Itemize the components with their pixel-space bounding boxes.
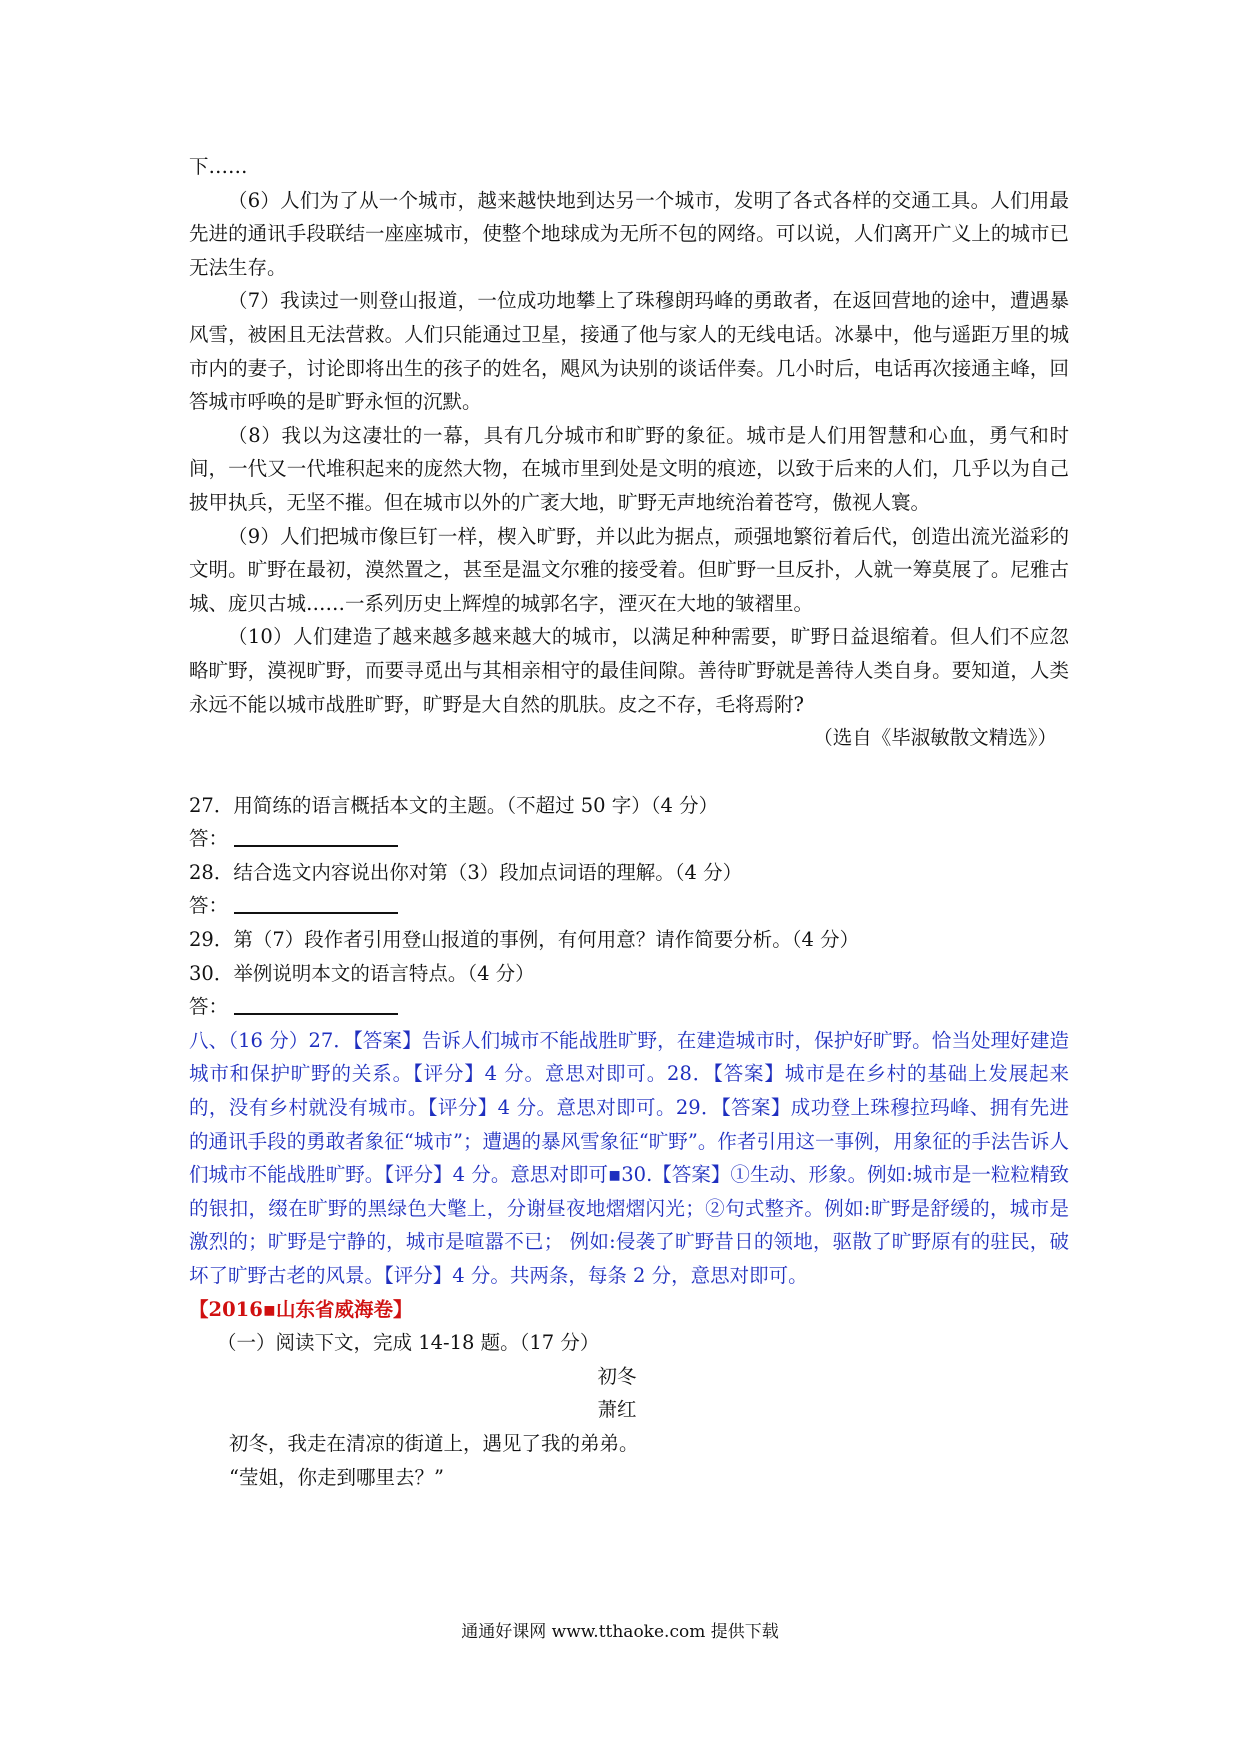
paragraph-9: （9）人们把城市像巨钉一样，楔入旷野，并以此为据点，顽强地繁衍着后代，创造出流光溢彩的文明。旷野在最初，漠然置之，甚至是温文尔雅的接受着。但旷野一旦反扑，人就一筹莫展了。尼雅古城、庞贝古城……一系列历史上辉煌的城郭名字，湮灭在大地的皱褶里。 [189,524,1069,615]
answer-key: 八、（16 分）27．【答案】告诉人们城市不能战胜旷野，在建造城市时，保护好旷野。恰当处理好建造城市和保护旷野的关系。【评分】4 分。意思对即可。28．【答案】城市是在乡村的基础上发展起来的，没有乡村就没有城市。【评分】4 分。意思对即可。29．【答案】成功登上珠穆拉玛峰、拥有先进的通讯手段的勇敢者象征“城市”；遭遇的暴风雪象征“旷野”。作者引用这一事例，用象征的手法告诉人们城市不能战胜旷野。【评分】4 分。意思对即可▪30.【答案】①生动、形象。例如:城市是一粒粒精致的银扣，缀在旷野的黑绿色大氅上，分谢昼夜地熠熠闪光；②句式整齐。例如:旷野是舒缓的，城市是激烈的；旷野是宁静的，城市是喧嚣不已； 例如:侵袭了旷野昔日的领地，驱散了旷野原有的驻民，破坏了旷野古老的风景。【评分】4 分。共两条，每条 2 分，意思对即可。 [189,1028,1069,1287]
story-line-1: 初冬，我走在清凉的街道上，遇见了我的弟弟。 [229,1431,639,1455]
answer-blank [234,892,398,914]
spacer [189,755,1069,789]
answer-label: 答： [189,995,229,1019]
page-content [189,150,1069,1494]
answer-blank [234,993,398,1015]
answer-blank [234,825,398,847]
paragraph-6: （6）人们为了从一个城市，越来越快地到达另一个城市，发明了各式各样的交通工具。人们用最先进的通讯手段联结一座座城市，使整个地球成为无所不包的网络。可以说，人们离开广义上的城市已无法生存。 [189,188,1069,279]
story-line-2: “莹姐，你走到哪里去？” [229,1465,444,1489]
paragraph-8: （8）我以为这凄壮的一幕，具有几分城市和旷野的象征。城市是人们用智慧和心血，勇气和时间，一代又一代堆积起来的庞然大物，在城市里到处是文明的痕迹，以致于后来的人们，几乎以为自己披甲执兵，无坚不摧。但在城市以外的广袤大地，旷野无声地统治着苍穹，傲视人寰。 [189,423,1069,514]
answer-label: 答： [189,894,229,918]
reading-instruction: （一）阅读下文，完成 14-18 题。（17 分） [217,1331,600,1355]
answer-line-27 [189,822,1069,856]
paragraph-10: （10）人们建造了越来越多越来越大的城市，以满足种种需要，旷野日益退缩着。但人们不应忽略旷野，漠视旷野，而要寻觅出与其相亲相守的最佳间隙。善待旷野就是善待人类自身。要知道，人类永远不能以城市战胜旷野，旷野是大自然的肌肤。皮之不存，毛将焉附? [189,625,1069,716]
source-citation: （选自《毕淑敏散文精选》） [813,726,1057,750]
paragraph-continued: 下…… [189,155,248,178]
question-30: 30．举例说明本文的语言特点。（4 分） [189,961,535,985]
story-title: 初冬 [597,1364,637,1388]
question-28: 28．结合选文内容说出你对第（3）段加点词语的理解。（4 分） [189,860,743,884]
answer-line-30 [189,990,1069,1024]
question-27: 27．用简练的语言概括本文的主题。（不超过 50 字）（4 分） [189,793,719,817]
page-footer: 通通好课网 www.tthaoke.com 提供下载 [461,1622,779,1642]
question-29: 29．第（7）段作者引用登山报道的事例，有何用意？请作简要分析。（4 分） [189,928,860,952]
paragraph-7: （7）我读过一则登山报道，一位成功地攀上了珠穆朗玛峰的勇敢者，在返回营地的途中，遭遇暴风雪，被困且无法营救。人们只能通过卫星，接通了他与家人的无线电话。冰暴中，他与遥距万里的城市内的妻子，讨论即将出生的孩子的姓名，飓风为诀别的谈话伴奏。几小时后，电话再次接通主峰，回答城市呼唤的是旷野永恒的沉默。 [189,289,1069,414]
answer-line-28 [189,889,1069,923]
section-title: 【2016▪山东省威海卷】 [189,1297,413,1321]
story-author: 萧红 [597,1398,637,1422]
answer-label: 答： [189,827,229,851]
